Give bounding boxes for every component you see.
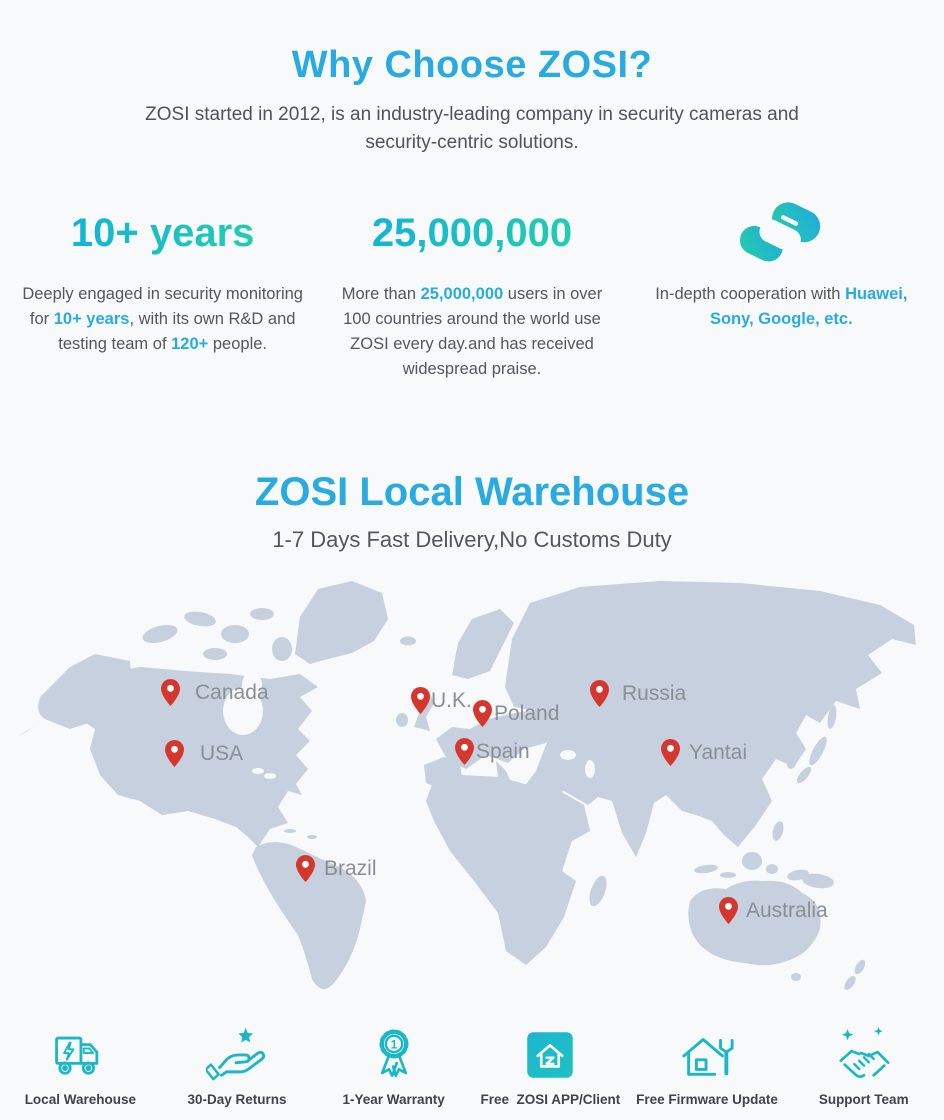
feature-app (472, 1019, 629, 1107)
map-pin-label: Yantai (689, 740, 747, 764)
pin-icon (590, 680, 609, 707)
svg-text:1: 1 (390, 1038, 397, 1052)
desc-highlight: Huawei, Sony, Google, etc. (709, 285, 908, 328)
feature-label: Local Warehouse (24, 1092, 136, 1107)
pin-icon (296, 855, 315, 882)
truck-icon (50, 1019, 110, 1083)
medal-icon (365, 1019, 423, 1083)
desc-text: Deeply engaged in security monitoring for (22, 285, 303, 328)
map-pin-label: Poland (494, 701, 560, 725)
map-pin-label: Brazil (324, 856, 377, 880)
pin-icon (473, 700, 492, 727)
house-wrench-icon (676, 1019, 738, 1083)
warehouse-subtitle: 1-7 Days Fast Delivery,No Customs Duty (272, 527, 672, 552)
stat-users (317, 187, 626, 382)
pin-icon (411, 687, 430, 714)
feature-warranty (315, 1019, 472, 1107)
page-title: Why Choose ZOSI? (291, 44, 653, 86)
feature-firmware (629, 1019, 786, 1107)
desc-text: people. (208, 335, 267, 353)
stats-row (0, 187, 944, 382)
map-pin-australia (719, 897, 828, 924)
stat-years (8, 187, 317, 382)
page-subtitle: ZOSI started in 2012, is an industry-leading company in security cameras and security-centric solutions. (145, 104, 799, 153)
desc-text: More than (341, 285, 421, 303)
stat-cooperation (627, 187, 936, 382)
feature-support (785, 1019, 942, 1107)
warehouse-title: ZOSI Local Warehouse (254, 470, 690, 514)
map-pin-canada (161, 679, 269, 706)
world-map (0, 579, 944, 1009)
feature-local-warehouse (2, 1019, 159, 1107)
pin-icon (161, 679, 180, 706)
feature-label: 30-Day Returns (187, 1092, 287, 1107)
features-row (0, 1019, 944, 1107)
map-pin-label: Spain (476, 739, 530, 763)
pin-icon (165, 740, 184, 767)
feature-label: Free ZOSI APP/Client (480, 1092, 621, 1107)
pin-icon (661, 739, 680, 766)
desc-highlight: 120+ (171, 335, 209, 353)
intro-section (0, 0, 944, 157)
map-pin-label: U.K. (431, 688, 472, 712)
feature-label: Free Firmware Update (636, 1092, 778, 1107)
stat-years-headline-box (71, 187, 255, 279)
pin-icon (455, 738, 474, 765)
handshake-outline-icon (833, 1019, 895, 1083)
map-pin-brazil (296, 855, 377, 882)
map-pin-yantai (661, 739, 747, 766)
hand-star-icon (206, 1019, 268, 1083)
stat-users-headline-box (372, 187, 572, 279)
stat-years-headline: 10+ years (70, 210, 255, 255)
map-pin-usa (165, 740, 243, 767)
map-pin-label: USA (200, 741, 244, 765)
pin-icon (719, 897, 738, 924)
world-map-section (0, 579, 944, 1009)
map-pin-russia (590, 680, 686, 707)
zosi-app-icon (522, 1019, 578, 1083)
map-pin-label: Russia (622, 681, 687, 705)
desc-text: In-depth cooperation with (655, 285, 846, 303)
feature-label: Support Team (818, 1092, 909, 1107)
desc-text: users in over 100 countries around the world use ZOSI every day.and has received widespread praise. (343, 285, 603, 378)
desc-highlight: 10+ years (53, 310, 130, 328)
handshake-icon (732, 187, 830, 279)
stat-cooperation-desc (643, 282, 919, 332)
map-pin-spain (455, 738, 530, 765)
desc-highlight: 25,000,000 (420, 285, 504, 303)
stat-users-desc (332, 282, 612, 382)
map-pin-poland (473, 700, 559, 727)
map-pin-label: Canada (195, 680, 269, 704)
map-pin-label: Australia (746, 898, 828, 922)
stat-years-desc (13, 282, 313, 357)
map-pin-uk (411, 687, 472, 714)
stat-users-headline: 25,000,000 (371, 210, 573, 255)
feature-returns (159, 1019, 316, 1107)
desc-text: , with its own R&D and testing team of (58, 310, 296, 353)
feature-label: 1-Year Warranty (342, 1092, 445, 1107)
